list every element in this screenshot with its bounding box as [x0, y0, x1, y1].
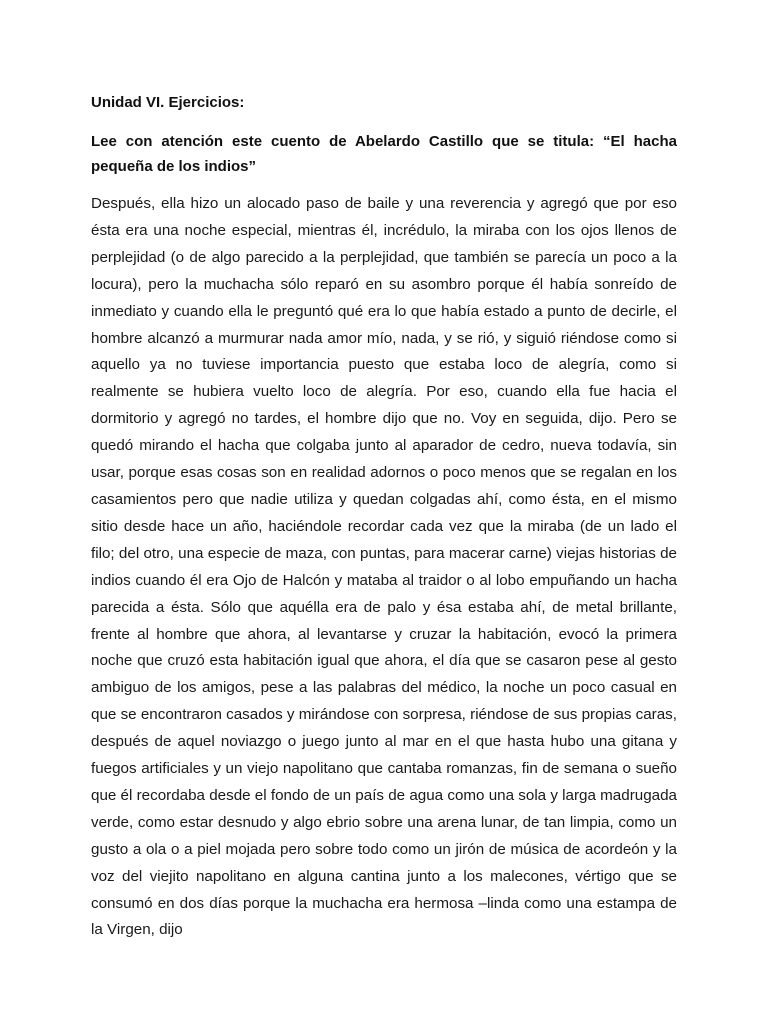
unit-heading: Unidad VI. Ejercicios:: [91, 94, 245, 111]
story-paragraph: Después, ella hizo un alocado paso de baile y una reverencia y agregó que por eso ésta era una noche especial, mientras él, incrédulo, la miraba con los ojos llenos de perplejidad (o de algo parecido a la perplejidad, que también se parecía un poco a la locura), pero la muchacha sólo reparó en su asombro porque él había sonreído de inmediato y cuando ella le preguntó qué era lo que había estado a punto de decirle, el hombre alcanzó a murmurar nada amor mío, nada, y se rió, y siguió riéndose como si aquello ya no tuviese importancia puesto que estaba loco de alegría, como si realmente se hubiera vuelto loco de alegría. Por eso, cuando ella fue hacia el dormitorio y agregó no tardes, el hombre dijo que no. Voy en seguida, dijo. Pero se quedó mirando el hacha que colgaba junto al aparador de cedro, nueva todavía, sin usar, porque esas cosas son en realidad adornos o poco menos que se regalan en los casamientos pero que nadie utiliza y quedan colgadas ahí, como ésta, en el mismo sitio desde hace un año, haciéndole recordar cada vez que la miraba (de un lado el filo; del otro, una especie de maza, con puntas, para macerar carne) viejas historias de indios cuando él era Ojo de Halcón y mataba al traidor o al lobo empuñando un hacha parecida a ésta. Sólo que aquélla era de palo y ésa estaba ahí, de metal brillante, frente al hombre que ahora, al levantarse y cruzar la habitación, evocó la primera noche que cruzó esta habitación igual que ahora, el día que se casaron pese al gesto ambiguo de los amigos, pese a las palabras del médico, la noche un poco casual en que se encontraron casados y mirándose con sorpresa, riéndose de sus propias caras, después de aquel noviazgo o juego junto al mar en el que hasta hubo una gitana y fuegos artificiales y un viejo napolitano que cantaba romanzas, fin de semana o sueño que él recordaba desde el fondo de un país de agua como una sola y larga madrugada verde, como estar desnudo y algo ebrio sobre una arena lunar, de tan limpia, como un gusto a ola o a piel mojada pero sobre todo como un jirón de música de acordeón y la voz del viejito napolitano en alguna cantina junto a los malecones, vértigo que se consumó en dos días porque la muchacha era hermosa –linda como una estampa de la Virgen, dijo: [91, 195, 677, 939]
exercise-instruction: Lee con atención este cuento de Abelardo Castillo que se titula: “El hacha pequeña de los indios”: [91, 133, 677, 175]
page-content: [91, 92, 677, 944]
